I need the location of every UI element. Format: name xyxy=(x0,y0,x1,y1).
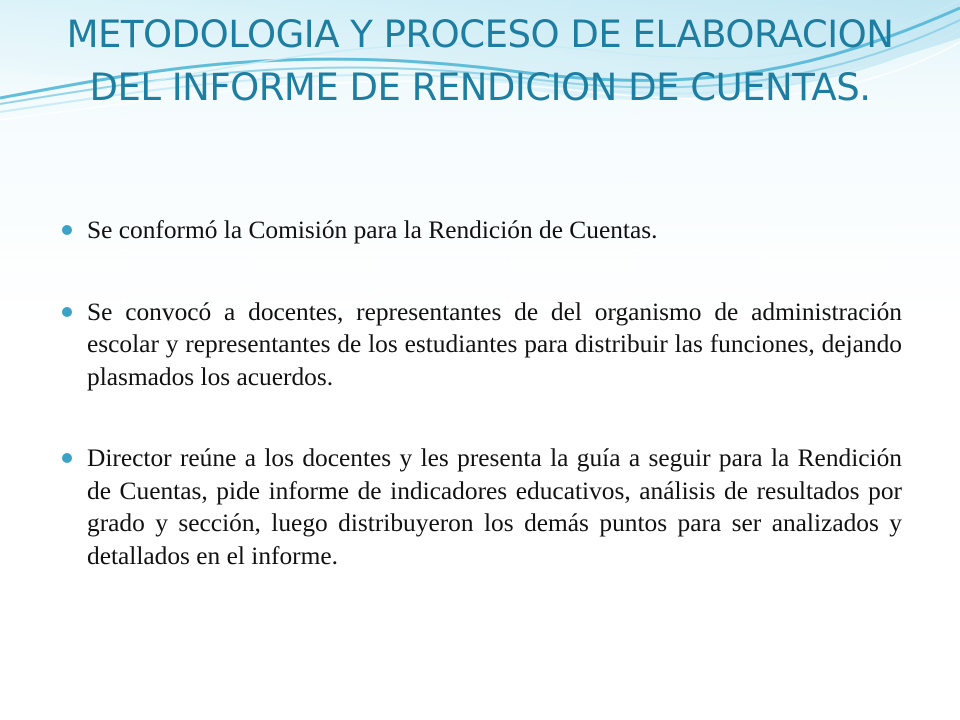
bullet-list xyxy=(62,214,902,572)
bullet-icon xyxy=(62,225,72,235)
bullet-icon xyxy=(62,307,72,317)
slide-title: METODOLOGIA Y PROCESO DE ELABORACION DEL INFORME DE RENDICION DE CUENTAS. xyxy=(66,13,894,109)
list-item xyxy=(62,214,902,247)
bullet-text: Se conformó la Comisión para la Rendición de Cuentas. xyxy=(87,216,658,244)
list-item xyxy=(62,442,902,572)
bullet-icon xyxy=(62,453,72,463)
list-item xyxy=(62,296,902,394)
bullet-text: Director reúne a los docentes y les presenta la guía a seguir para la Rendición de Cuentas, pide informe de indicadores educativos, análisis de resultados por grado y sección, luego distribuyeron los demás puntos para ser analizados y detallados en el informe. xyxy=(87,444,902,570)
bullet-text: Se convocó a docentes, representantes de del organismo de administración escolar y representantes de los estudiantes para distribuir las funciones, dejando plasmados los acuerdos. xyxy=(87,297,902,391)
